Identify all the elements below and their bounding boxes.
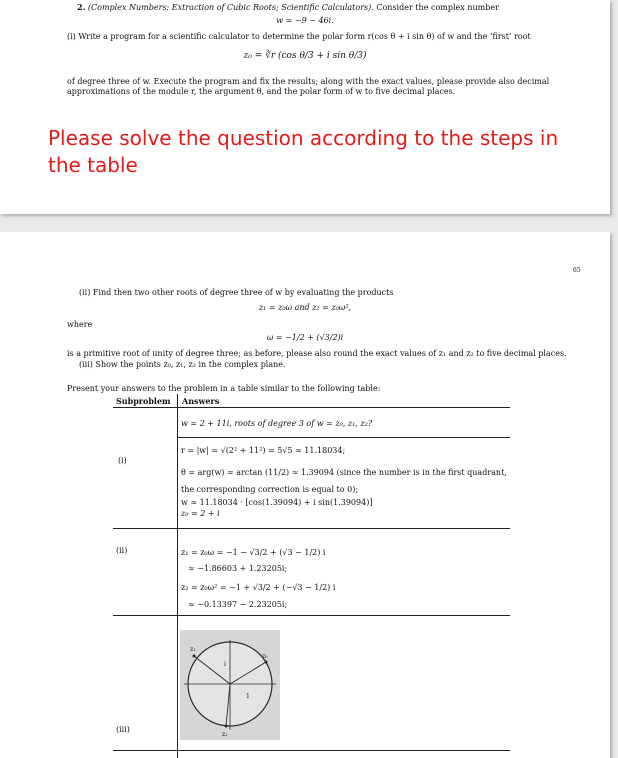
instruction-note: Please solve the question according to the steps in the table [48, 126, 559, 177]
row-ii-line-1: z₁ = z₀ω = −1 − √3/2 + (√3 − 1/2) i [181, 548, 326, 557]
row-i-line-4: w ≈ 11.18034 · [cos(1.39094) + i sin(1.39094)] [181, 498, 373, 507]
table-rule-1 [177, 437, 510, 438]
table-header-row: w = 2 + 11i, roots of degree 3 of w = z₀, z₁, z₂? [181, 419, 373, 428]
paragraph-line-1: of degree three of w. Execute the program and fix the results; along with the exact values, please provide also decimal [67, 77, 550, 86]
present-instruction: Present your answers to the problem in a table similar to the following table: [67, 384, 381, 393]
z0-formula: z₀ = ∛r (cos θ/3 + i sin θ/3) [243, 51, 367, 61]
row-ii-line-2: ≈ −1.86603 + 1.23205i; [188, 564, 288, 573]
row-i-line-1: r = |w| = √(2² + 11²) = 5√5 ≈ 11.18034; [181, 446, 346, 455]
col-header-answers: Answers [182, 396, 220, 406]
row-ii-line-4: ≈ −0.13397 − 2.23205i; [188, 600, 288, 609]
z0-point [265, 661, 268, 664]
document-page-2 [0, 232, 610, 758]
table-rule-header [113, 407, 510, 408]
problem-intro: Consider the complex number [376, 3, 499, 12]
roots-sketch [180, 630, 280, 740]
table-rule-4 [113, 750, 510, 751]
part-i-text: (i) Write a program for a scientific calculator to determine the polar form r(cos θ + i sin θ) of w and the ‘first’ root [67, 32, 531, 41]
imaginary-unit-label: i [224, 661, 226, 668]
part-ii-text: (ii) Find then two other roots of degree three of w by evaluating the products [79, 288, 394, 297]
problem-number: 2. [77, 2, 86, 12]
z2-point [225, 725, 228, 728]
page-number: 65 [573, 267, 581, 274]
problem-heading [77, 2, 499, 13]
z2-label: z₂ [222, 731, 228, 738]
document-page-1 [0, 0, 610, 214]
primitive-root-text: is a primitive root of unity of degree three; as before, please also round the exact values of z₁ and z₂ to five decimal places. [67, 349, 567, 358]
roots-sketch-photo [180, 630, 280, 740]
row-ii-line-3: z₂ = z₀ω² = −1 + √3/2 + (−√3 − 1/2) i [181, 583, 336, 592]
part-iii-text: (iii) Show the points z₀, z₁, z₂ in the complex plane. [79, 360, 286, 369]
row-i-line-3: the corresponding correction is equal to 0); [181, 485, 359, 494]
row-label-iii: (iii) [116, 725, 130, 734]
col-header-subproblem: Subproblem [116, 396, 171, 406]
z0-label: z₀ [262, 653, 268, 660]
omega-equation: ω = −1/2 + (√3/2)i [266, 333, 344, 342]
row-label-ii: (ii) [116, 546, 128, 555]
where-label: where [67, 320, 93, 329]
z1-point [193, 655, 196, 658]
row-i-line-2: θ = arg(w) = arctan (11/2) ≈ 1.39094 (since the number is in the first quadrant, [181, 468, 507, 477]
row-label-i: (i) [118, 456, 127, 465]
table-rule-2 [113, 528, 510, 529]
table-rule-3 [113, 615, 510, 616]
problem-title: (Complex Numbers: Extraction of Cubic Roots; Scientific Calculators). [87, 3, 374, 12]
z1-label: z₁ [190, 646, 196, 653]
row-i-line-5: z₀ = 2 + i [181, 509, 220, 518]
table-column-divider [177, 394, 178, 758]
paragraph-line-2: approximations of the module r, the argument θ, and the polar form of w to five decimal places. [67, 87, 456, 96]
products-equation: z₁ = z₀ω and z₂ = z₀ω², [258, 303, 352, 312]
w-equation: w = −9 − 46i. [276, 16, 334, 25]
real-unit-label: 1 [246, 693, 250, 700]
